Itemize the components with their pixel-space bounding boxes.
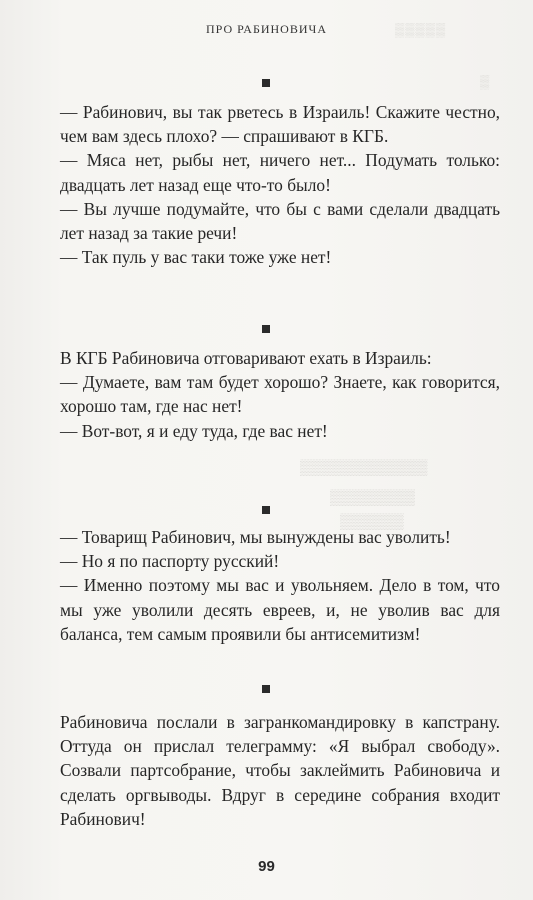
- page-number: 99: [258, 858, 275, 875]
- show-through-text: ▒▒▒▒▒▒: [340, 514, 404, 530]
- show-through-text: ▒▒▒▒▒▒▒▒▒▒▒▒: [300, 460, 428, 476]
- story-paragraph: — Думаете, вам там будет хорошо? Знаете, как говорится, хорошо там, где нас нет!: [60, 372, 500, 417]
- section-separator-square: [262, 685, 270, 693]
- joke-story: [60, 710, 500, 831]
- joke-story: [60, 100, 500, 269]
- joke-story: [60, 525, 500, 646]
- show-through-text: ▒▒▒▒▒: [395, 22, 447, 37]
- story-paragraph: — Но я по паспорту русский!: [60, 551, 280, 572]
- joke-story: [60, 346, 500, 443]
- section-separator-square: [262, 79, 270, 87]
- section-separator-square: [262, 325, 270, 333]
- story-paragraph: Рабиновича послали в загранкомандировку в капстрану. Оттуда он прислал телеграмму: «Я выбрал свободу». Созвали партсобрание, чтобы заклеймить Рабиновича и сделать оргвыводы. Вдруг в середине собрания входит Рабинович!: [60, 712, 500, 829]
- show-through-text: ▒: [480, 74, 490, 89]
- story-paragraph: — Вот-вот, я и еду туда, где вас нет!: [60, 420, 328, 441]
- story-paragraph: — Именно поэтому мы вас и увольняем. Дело в том, что мы уже уволили десять евреев, и, не уволив вас для баланса, тем самым проявили бы антисемитизм!: [60, 575, 500, 644]
- story-paragraph: — Мяса нет, рыбы нет, ничего нет... Подумать только: двадцать лет назад еще что-то было!: [60, 150, 500, 195]
- story-paragraph: — Рабинович, вы так рветесь в Израиль! Скажите честно, чем вам здесь плохо? — спрашивают в КГБ.: [60, 102, 500, 147]
- story-paragraph: — Вы лучше подумайте, что бы с вами сделали двадцать лет назад за такие речи!: [60, 198, 500, 244]
- running-header: ПРО РАБИНОВИЧА: [206, 22, 327, 36]
- section-separator-square: [262, 506, 270, 514]
- story-paragraph: В КГБ Рабиновича отговаривают ехать в Израиль:: [60, 348, 432, 368]
- story-paragraph: — Так пуль у вас таки тоже уже нет!: [60, 247, 332, 268]
- story-paragraph: — Товарищ Рабинович, мы вынуждены вас уволить!: [60, 527, 451, 547]
- show-through-text: ▒▒▒▒▒▒▒▒: [330, 490, 416, 506]
